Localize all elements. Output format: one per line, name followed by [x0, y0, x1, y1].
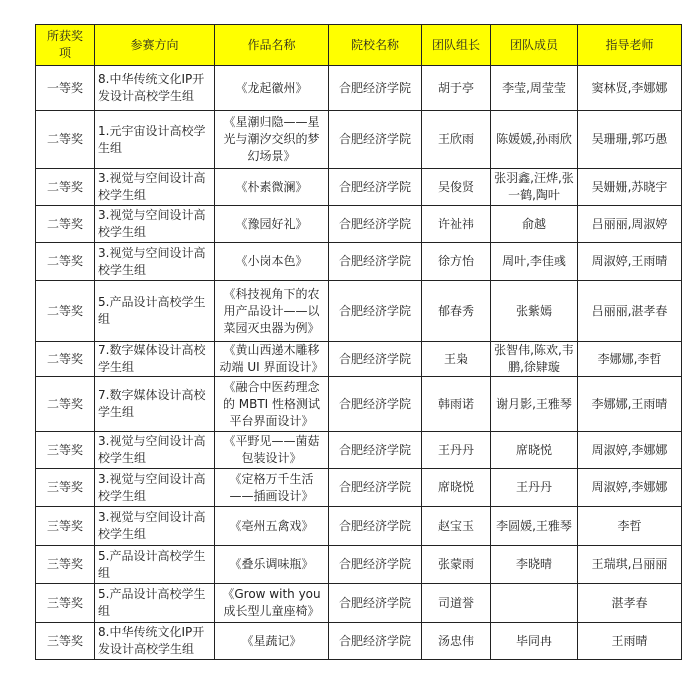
cell-direction: 1.元宇宙设计高校学生组 [95, 111, 215, 169]
cell-advisors: 李娜娜,李哲 [578, 342, 682, 377]
table-row [36, 623, 682, 660]
cell-team-leader: 许祉祎 [422, 206, 491, 243]
cell-direction: 5.产品设计高校学生组 [95, 584, 215, 623]
cell-team-members: 周叶,李佳彧 [491, 243, 578, 281]
cell-award: 三等奖 [36, 507, 95, 546]
table-body [36, 66, 682, 660]
cell-work-title: 《豫园好礼》 [215, 206, 329, 243]
cell-work-title: 《黄山西递木雕移动端 UI 界面设计》 [215, 342, 329, 377]
cell-team-members: 李晓晴 [491, 546, 578, 584]
cell-school: 合肥经济学院 [329, 377, 422, 432]
cell-advisors: 吕丽丽,周淑婷 [578, 206, 682, 243]
cell-work-title: 《龙起徽州》 [215, 66, 329, 111]
cell-team-members: 张羽鑫,汪烨,张一鹤,陶叶 [491, 169, 578, 206]
cell-work-title: 《星潮归隐——星光与潮汐交织的梦幻场景》 [215, 111, 329, 169]
cell-award: 二等奖 [36, 377, 95, 432]
cell-team-leader: 徐方怡 [422, 243, 491, 281]
cell-advisors: 吴珊珊,郭巧愚 [578, 111, 682, 169]
cell-advisors: 周淑婷,王雨晴 [578, 243, 682, 281]
cell-work-title: 《亳州五禽戏》 [215, 507, 329, 546]
header-direction: 参赛方向 [95, 25, 215, 66]
cell-school: 合肥经济学院 [329, 111, 422, 169]
cell-school: 合肥经济学院 [329, 206, 422, 243]
cell-team-members: 李莹,周莹莹 [491, 66, 578, 111]
cell-team-members: 王丹丹 [491, 469, 578, 507]
cell-team-leader: 汤忠伟 [422, 623, 491, 660]
table-row [36, 469, 682, 507]
cell-direction: 7.数字媒体设计高校学生组 [95, 377, 215, 432]
cell-award: 二等奖 [36, 206, 95, 243]
cell-advisors: 周淑婷,李娜娜 [578, 432, 682, 469]
cell-advisors: 李哲 [578, 507, 682, 546]
cell-work-title: 《科技视角下的农用产品设计——以菜园灭虫器为例》 [215, 281, 329, 342]
cell-school: 合肥经济学院 [329, 169, 422, 206]
cell-award: 三等奖 [36, 546, 95, 584]
cell-work-title: 《星蔬记》 [215, 623, 329, 660]
table-row [36, 66, 682, 111]
cell-school: 合肥经济学院 [329, 342, 422, 377]
cell-award: 一等奖 [36, 66, 95, 111]
cell-advisors: 王瑞琪,吕丽丽 [578, 546, 682, 584]
table-row [36, 281, 682, 342]
cell-team-leader: 赵宝玉 [422, 507, 491, 546]
table-row [36, 377, 682, 432]
cell-work-title: 《融合中医药理念的 MBTI 性格测试平台界面设计》 [215, 377, 329, 432]
cell-school: 合肥经济学院 [329, 546, 422, 584]
cell-award: 三等奖 [36, 469, 95, 507]
cell-advisors: 吴姗姗,苏晓宇 [578, 169, 682, 206]
header-team-members: 团队成员 [491, 25, 578, 66]
cell-school: 合肥经济学院 [329, 243, 422, 281]
cell-award: 三等奖 [36, 432, 95, 469]
cell-team-leader: 郁春秀 [422, 281, 491, 342]
cell-team-leader: 王欣雨 [422, 111, 491, 169]
cell-advisors: 李娜娜,王雨晴 [578, 377, 682, 432]
cell-team-members: 张智伟,陈欢,韦鹏,徐肄璇 [491, 342, 578, 377]
cell-award: 二等奖 [36, 281, 95, 342]
header-row [36, 25, 682, 66]
cell-team-members: 张紫嫣 [491, 281, 578, 342]
table-row [36, 169, 682, 206]
cell-team-members: 俞越 [491, 206, 578, 243]
cell-work-title: 《平野见——菌菇包装设计》 [215, 432, 329, 469]
cell-team-members: 席晓悦 [491, 432, 578, 469]
cell-direction: 3.视觉与空间设计高校学生组 [95, 432, 215, 469]
cell-direction: 5.产品设计高校学生组 [95, 281, 215, 342]
cell-team-members: 毕同冉 [491, 623, 578, 660]
cell-work-title: 《Grow with you 成长型儿童座椅》 [215, 584, 329, 623]
cell-direction: 3.视觉与空间设计高校学生组 [95, 206, 215, 243]
cell-direction: 7.数字媒体设计高校学生组 [95, 342, 215, 377]
cell-work-title: 《朴素微澜》 [215, 169, 329, 206]
header-work-title: 作品名称 [215, 25, 329, 66]
cell-direction: 8.中华传统文化IP开发设计高校学生组 [95, 66, 215, 111]
table-row [36, 342, 682, 377]
cell-school: 合肥经济学院 [329, 469, 422, 507]
cell-award: 二等奖 [36, 111, 95, 169]
cell-school: 合肥经济学院 [329, 584, 422, 623]
cell-team-members [491, 584, 578, 623]
cell-advisors: 窦林贤,李娜娜 [578, 66, 682, 111]
cell-team-leader: 席晓悦 [422, 469, 491, 507]
header-team-leader: 团队组长 [422, 25, 491, 66]
cell-direction: 3.视觉与空间设计高校学生组 [95, 243, 215, 281]
cell-team-leader: 韩雨诺 [422, 377, 491, 432]
cell-team-leader: 王枭 [422, 342, 491, 377]
cell-award: 三等奖 [36, 623, 95, 660]
cell-direction: 3.视觉与空间设计高校学生组 [95, 507, 215, 546]
cell-work-title: 《叠乐调味瓶》 [215, 546, 329, 584]
cell-team-leader: 吴俊贤 [422, 169, 491, 206]
cell-team-leader: 胡于亭 [422, 66, 491, 111]
cell-direction: 3.视觉与空间设计高校学生组 [95, 169, 215, 206]
header-award: 所获奖项 [36, 25, 95, 66]
header-advisors: 指导老师 [578, 25, 682, 66]
cell-team-leader: 张蒙雨 [422, 546, 491, 584]
table-row [36, 584, 682, 623]
cell-advisors: 王雨晴 [578, 623, 682, 660]
cell-advisors: 周淑婷,李娜娜 [578, 469, 682, 507]
cell-work-title: 《小岗本色》 [215, 243, 329, 281]
cell-team-members: 李圆媛,王雅琴 [491, 507, 578, 546]
table-row [36, 243, 682, 281]
cell-work-title: 《定格万千生活——插画设计》 [215, 469, 329, 507]
table-row [36, 546, 682, 584]
cell-award: 二等奖 [36, 243, 95, 281]
table-row [36, 206, 682, 243]
cell-award: 二等奖 [36, 342, 95, 377]
cell-school: 合肥经济学院 [329, 432, 422, 469]
table-row [36, 507, 682, 546]
cell-advisors: 吕丽丽,湛孝春 [578, 281, 682, 342]
cell-school: 合肥经济学院 [329, 623, 422, 660]
cell-team-members: 陈媛媛,孙雨欣 [491, 111, 578, 169]
cell-team-leader: 王丹丹 [422, 432, 491, 469]
header-school: 院校名称 [329, 25, 422, 66]
table-row [36, 432, 682, 469]
cell-school: 合肥经济学院 [329, 66, 422, 111]
cell-award: 二等奖 [36, 169, 95, 206]
cell-team-members: 谢月影,王雅琴 [491, 377, 578, 432]
cell-award: 三等奖 [36, 584, 95, 623]
cell-school: 合肥经济学院 [329, 507, 422, 546]
cell-team-leader: 司道誉 [422, 584, 491, 623]
table-row [36, 111, 682, 169]
cell-advisors: 湛孝春 [578, 584, 682, 623]
cell-direction: 8.中华传统文化IP开发设计高校学生组 [95, 623, 215, 660]
cell-direction: 5.产品设计高校学生组 [95, 546, 215, 584]
awards-table [35, 24, 682, 660]
cell-direction: 3.视觉与空间设计高校学生组 [95, 469, 215, 507]
cell-school: 合肥经济学院 [329, 281, 422, 342]
